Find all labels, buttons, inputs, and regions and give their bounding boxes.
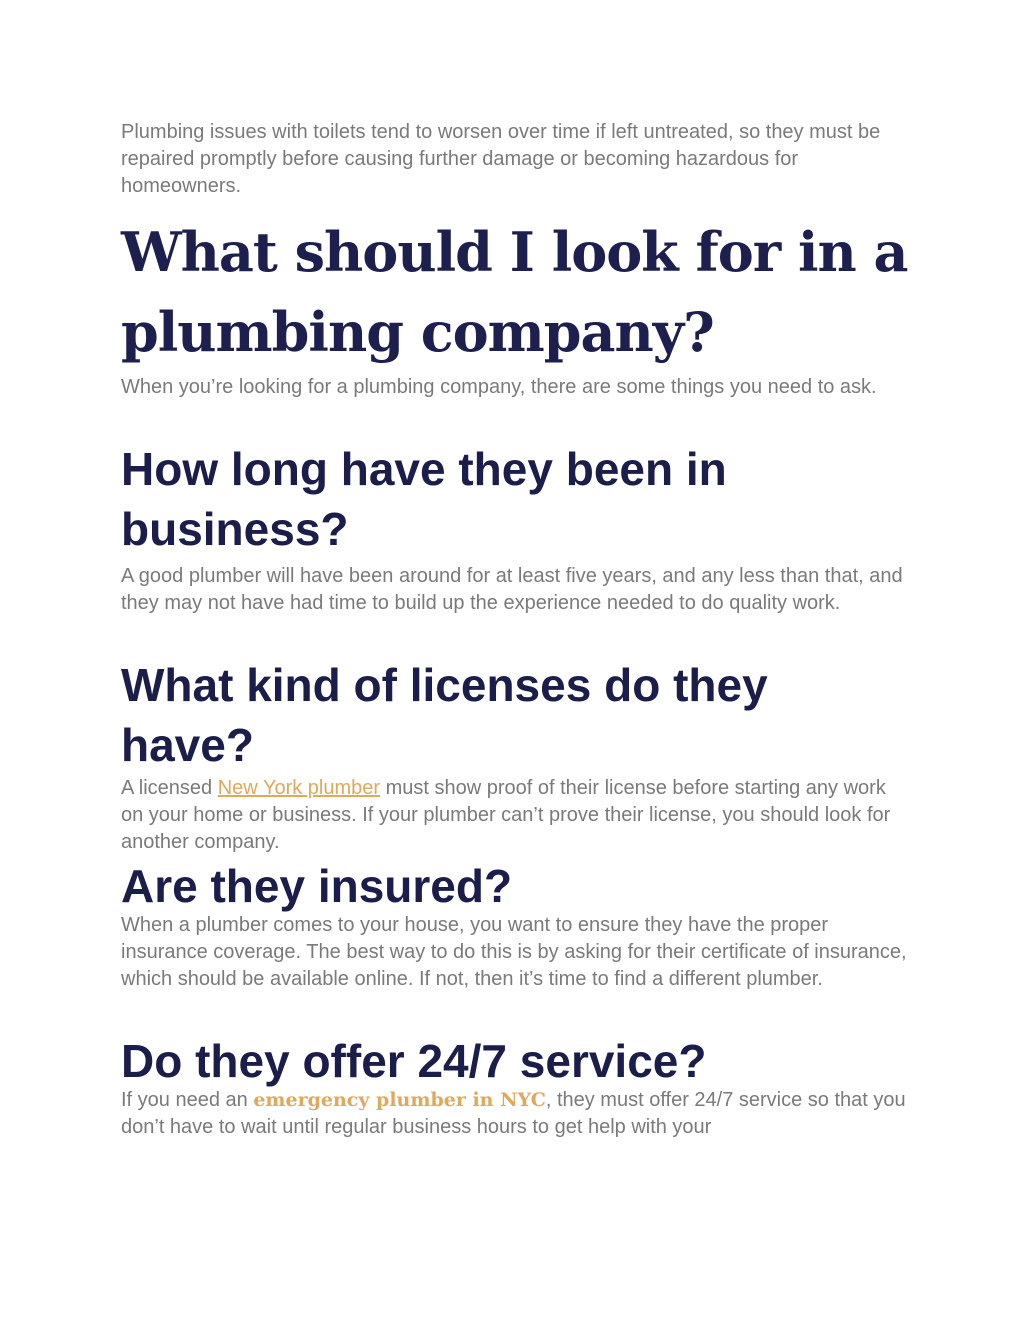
- section-heading-24-7-service: Do they offer 24/7 service?: [121, 1035, 707, 1087]
- document-content: [121, 119, 911, 1141]
- new-york-plumber-link[interactable]: New York plumber: [217, 777, 381, 799]
- service-text-after: , they must offer 24/7 service so that you don’t have to wait until regular business hours to get help with your: [121, 1089, 906, 1138]
- section-heading-licenses: What kind of licenses do they have?: [121, 659, 768, 771]
- licenses-paragraph: [121, 775, 911, 856]
- service-paragraph: [121, 1087, 911, 1141]
- section-heading-plumbing-company: What should I look for in a plumbing company?: [121, 220, 908, 364]
- licenses-text-after: must show proof of their license before starting any work on your home or business. If your plumber can’t prove their license, you should look for another company.: [121, 777, 891, 853]
- service-text-before: If you need an: [121, 1089, 254, 1111]
- insured-paragraph: When a plumber comes to your house, you want to ensure they have the proper insurance coverage. The best way to do this is by asking for their certificate of insurance, which should be available online. If not, then it’s time to find a different plumber.: [121, 914, 907, 990]
- section-heading-insured: Are they insured?: [121, 860, 513, 912]
- emergency-plumber-link[interactable]: emergency plumber in NYC: [253, 1089, 546, 1111]
- plumbing-company-paragraph: When you’re looking for a plumbing company, there are some things you need to ask.: [121, 376, 877, 398]
- licenses-text-before: A licensed: [121, 777, 218, 799]
- intro-paragraph: Plumbing issues with toilets tend to worsen over time if left untreated, so they must be repaired promptly before causing further damage or becoming hazardous for homeowners.: [121, 121, 881, 197]
- business-age-paragraph: A good plumber will have been around for at least five years, and any less than that, and they may not have had time to build up the experience needed to do quality work.: [121, 565, 903, 614]
- section-heading-business-age: How long have they been in business?: [121, 443, 727, 555]
